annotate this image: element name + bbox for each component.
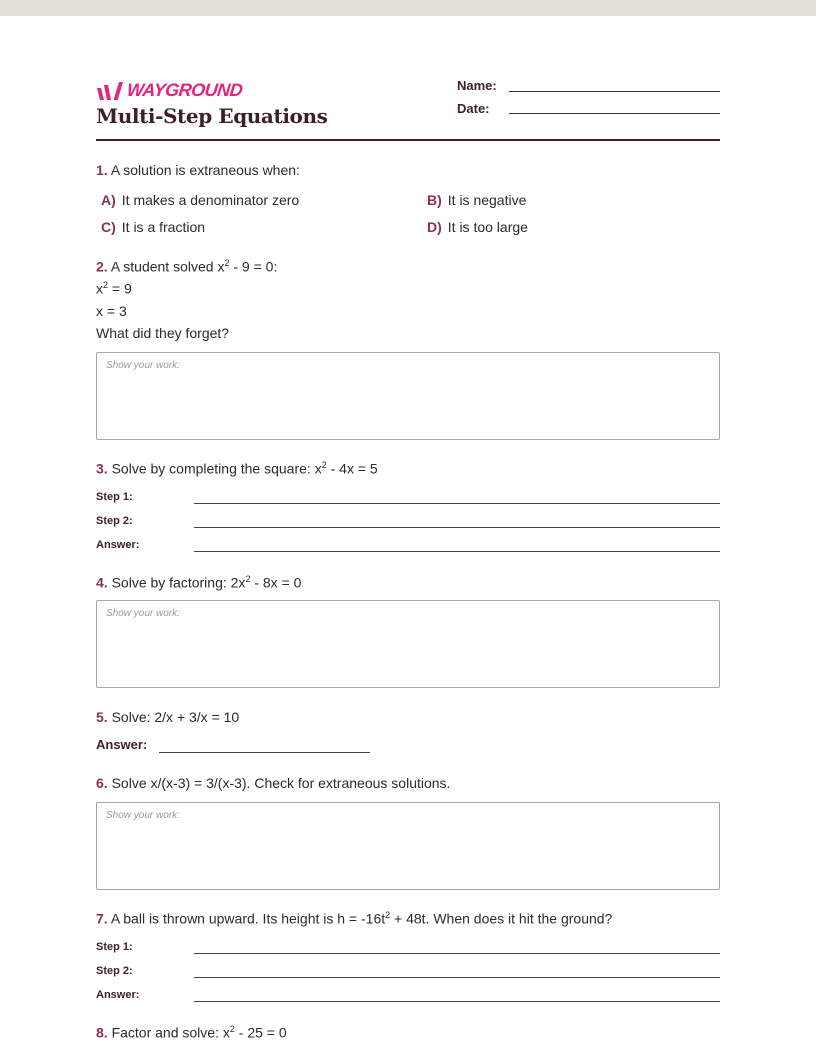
exponent: 2 [224, 258, 230, 268]
question-7 [96, 910, 612, 927]
question-text-end: + 48t. When does it hit the ground? [390, 910, 613, 927]
question-text: A student solved x [110, 258, 225, 275]
page-title: Multi-Step Equations [96, 104, 328, 128]
work-box-q2[interactable] [96, 352, 720, 440]
option-text: It is a fraction [121, 219, 206, 235]
date-label: Date: [457, 101, 490, 116]
question-text: Solve x/(x-3) = 3/(x-3). Check for extraneous solutions. [111, 775, 451, 791]
question-text: Solve by completing the square: x [111, 460, 322, 477]
question-text-end: - 25 = 0 [234, 1024, 287, 1041]
date-input-line[interactable] [509, 113, 720, 114]
option-a[interactable] [101, 192, 299, 208]
step-2-label: Step 2: [96, 965, 133, 977]
step-2-line[interactable] [194, 527, 720, 528]
question-number: 2. [96, 258, 108, 275]
question-4 [96, 574, 301, 591]
exponent: 2 [245, 574, 251, 584]
name-field [457, 78, 497, 93]
option-text: It is too large [447, 219, 528, 235]
question-text: Solve by factoring: 2x [111, 574, 246, 591]
question-text: A solution is extraneous when: [110, 162, 300, 178]
option-letter: B) [427, 192, 442, 208]
question-text-end: - 8x = 0 [250, 574, 302, 591]
option-c[interactable] [101, 219, 205, 235]
logo [96, 80, 242, 101]
question-number: 5. [96, 709, 108, 725]
option-b[interactable] [427, 192, 526, 208]
name-label: Name: [457, 78, 497, 93]
question-text-end: - 4x = 5 [326, 460, 378, 477]
question-2 [96, 258, 277, 275]
answer-label: Answer: [96, 737, 148, 752]
option-letter: A) [101, 192, 116, 208]
text: = 9 [108, 280, 132, 297]
question-number: 3. [96, 460, 108, 477]
answer-line[interactable] [159, 752, 370, 753]
exponent: 2 [229, 1024, 235, 1034]
work-box-q6[interactable] [96, 802, 720, 890]
answer-label: Answer: [96, 539, 140, 551]
question-text: Factor and solve: x [111, 1024, 230, 1041]
answer-line[interactable] [194, 551, 720, 552]
question-6 [96, 775, 450, 791]
question-number: 7. [96, 910, 108, 927]
top-bar [0, 0, 816, 16]
question-text-end: - 9 = 0: [229, 258, 278, 275]
step-1-label: Step 1: [96, 491, 133, 503]
question-number: 1. [96, 162, 108, 178]
step-2-line[interactable] [194, 977, 720, 978]
step-2-label: Step 2: [96, 515, 133, 527]
work-box-q4[interactable] [96, 600, 720, 688]
q2-prompt: What did they forget? [96, 325, 230, 341]
question-number: 4. [96, 574, 108, 591]
q2-work-line-2: x = 3 [96, 303, 127, 319]
answer-label: Answer: [96, 989, 140, 1001]
option-letter: C) [101, 219, 116, 235]
option-d[interactable] [427, 219, 528, 235]
exponent: 2 [321, 460, 327, 470]
question-3 [96, 460, 378, 477]
wayground-logo-icon [96, 82, 126, 100]
question-1 [96, 162, 300, 178]
question-number: 6. [96, 775, 108, 791]
work-placeholder: Show your work: [106, 810, 180, 821]
work-placeholder: Show your work: [106, 608, 180, 619]
question-number: 8. [96, 1024, 108, 1041]
date-field [457, 101, 490, 116]
work-placeholder: Show your work: [106, 360, 180, 371]
question-text: Solve: 2/x + 3/x = 10 [111, 709, 240, 725]
option-letter: D) [427, 219, 442, 235]
step-1-label: Step 1: [96, 941, 133, 953]
step-1-line[interactable] [194, 953, 720, 954]
logo-text: WAYGROUND [126, 80, 244, 100]
answer-line[interactable] [194, 1001, 720, 1002]
question-8 [96, 1024, 287, 1041]
q2-work-line-1 [96, 280, 132, 297]
option-text: It makes a denominator zero [121, 192, 300, 208]
step-1-line[interactable] [194, 503, 720, 504]
question-5 [96, 709, 239, 725]
exponent: 2 [103, 280, 109, 290]
text: x [96, 280, 103, 297]
exponent: 2 [385, 910, 391, 920]
worksheet-header [96, 78, 720, 141]
option-text: It is negative [447, 192, 527, 208]
name-input-line[interactable] [509, 91, 720, 92]
question-text: A ball is thrown upward. Its height is h = -16t [110, 910, 386, 927]
